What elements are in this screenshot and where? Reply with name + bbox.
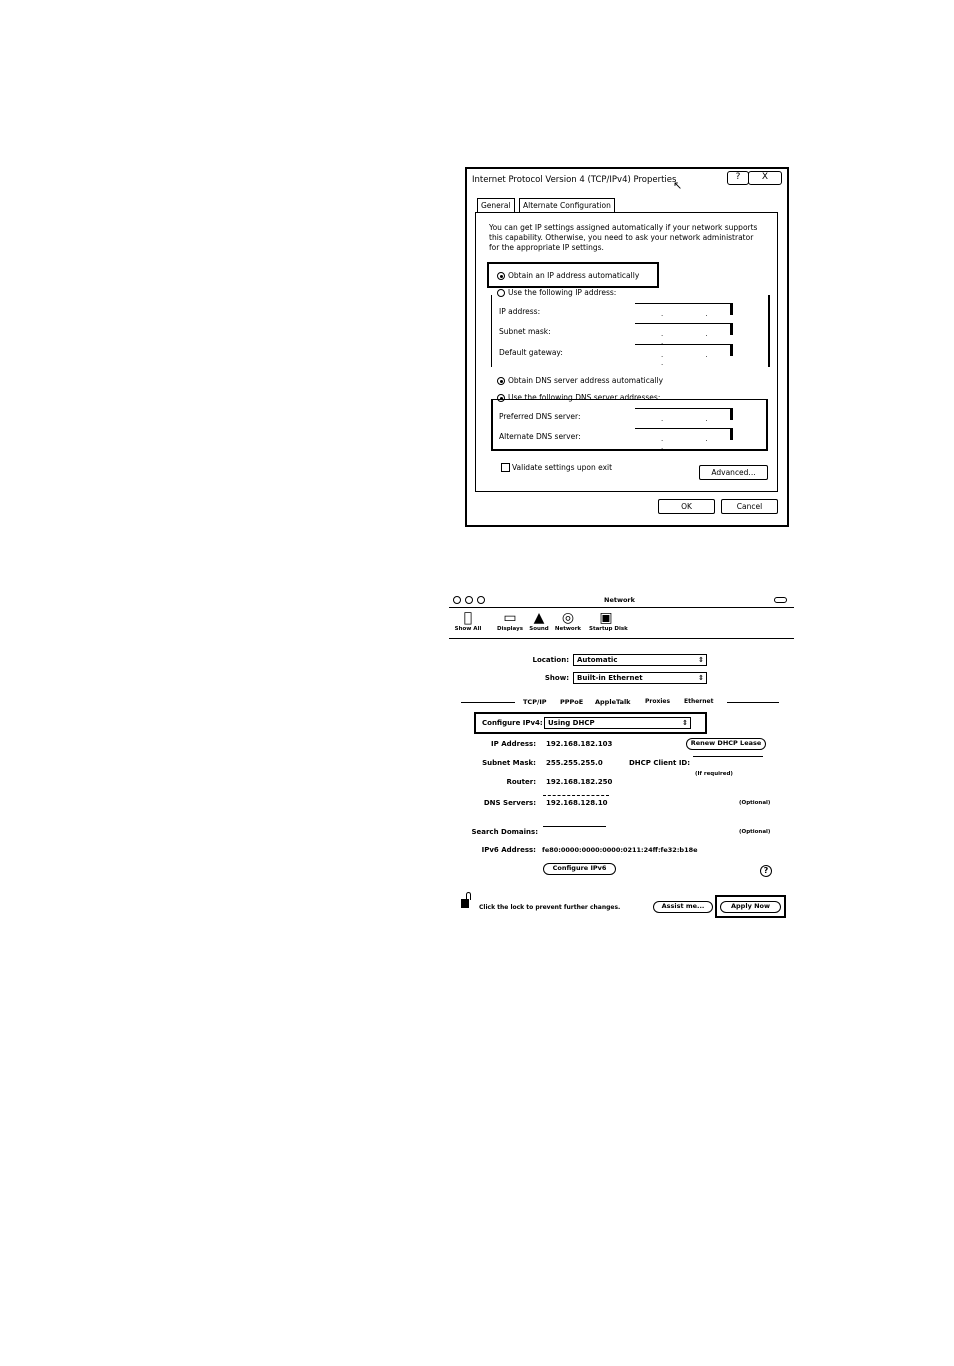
- description-line-1: You can get IP settings assigned automatically if your network supports: [489, 223, 758, 232]
- subnet-mask-label: Subnet Mask:: [482, 759, 536, 767]
- mac-network-preferences: [449, 590, 794, 930]
- tab-general[interactable]: General: [477, 198, 515, 212]
- show-label: Show:: [544, 674, 569, 682]
- obtain-ip-auto-label: Obtain an IP address automatically: [508, 271, 640, 280]
- search-optional-hint: (Optional): [739, 829, 771, 835]
- stepper-arrows-icon: ⇕: [698, 656, 704, 664]
- default-gateway-label: Default gateway:: [499, 348, 563, 357]
- stepper-arrows-icon: ⇕: [698, 674, 704, 682]
- tab-ethernet[interactable]: Ethernet: [684, 698, 714, 705]
- toolbar-startup-disk[interactable]: [589, 610, 628, 632]
- configure-ipv6-button[interactable]: Configure IPv6: [543, 863, 616, 875]
- show-all-label: Show All: [454, 610, 482, 616]
- show-value: Built-in Ethernet: [577, 674, 643, 682]
- apply-now-button[interactable]: Apply Now: [720, 901, 781, 913]
- apple-icon: [451, 610, 485, 626]
- subnet-mask-field[interactable]: . . .: [635, 323, 733, 335]
- zoom-window-icon[interactable]: [477, 596, 485, 604]
- configure-ipv4-select[interactable]: [544, 717, 691, 729]
- preferred-dns-field[interactable]: . . .: [635, 408, 733, 420]
- close-button[interactable]: X: [748, 171, 782, 185]
- configure-ipv4-value: Using DHCP: [548, 719, 595, 727]
- router-label: Router:: [506, 778, 536, 786]
- display-icon: ▭: [503, 610, 517, 626]
- startup-disk-icon: ▣: [599, 610, 613, 626]
- speaker-icon: ▲: [533, 610, 545, 626]
- tab-pppoe[interactable]: PPPoE: [560, 698, 584, 706]
- toolbar-toggle-icon[interactable]: [774, 597, 787, 603]
- obtain-dns-auto-label: Obtain DNS server address automatically: [508, 376, 664, 385]
- close-window-icon[interactable]: [453, 596, 461, 604]
- dns-servers-value: 192.168.128.10: [546, 799, 608, 807]
- toolbar-network[interactable]: [551, 610, 585, 632]
- ipv6-address-value: fe80:0000:0000:0000:0211:24ff:fe32:b18e: [542, 846, 698, 854]
- assist-me-button[interactable]: Assist me...: [653, 901, 713, 913]
- dhcp-client-id-field[interactable]: [693, 756, 763, 757]
- tab-proxies[interactable]: Proxies: [645, 698, 671, 705]
- lock-hint-text: Click the lock to prevent further changes.: [479, 904, 621, 911]
- dns-servers-field[interactable]: [543, 795, 609, 796]
- use-following-ip-label: Use the following IP address:: [508, 288, 617, 297]
- location-value: Automatic: [577, 656, 618, 664]
- window-title: Network: [604, 596, 635, 604]
- use-following-dns-label: Use the following DNS server addresses:: [508, 393, 661, 402]
- lock-shackle-icon: [466, 892, 471, 900]
- mouse-cursor-icon: ↖: [673, 179, 683, 192]
- ip-address-label: IP Address:: [491, 740, 536, 748]
- subnet-mask-label: Subnet mask:: [499, 327, 551, 336]
- description-line-2: this capability. Otherwise, you need to ask your network administrator: [489, 233, 754, 242]
- if-required-hint: (If required): [695, 771, 733, 777]
- cancel-button[interactable]: Cancel: [721, 499, 778, 514]
- ip-address-value: 192.168.182.103: [546, 740, 613, 748]
- description-line-3: for the appropriate IP settings.: [489, 243, 604, 252]
- validate-label: Validate settings upon exit: [512, 463, 613, 472]
- ip-address-label: IP address:: [499, 307, 541, 316]
- router-value: 192.168.182.250: [546, 778, 613, 786]
- displays-label: Displays: [497, 626, 523, 632]
- tab-alternate-configuration[interactable]: Alternate Configuration: [519, 198, 615, 212]
- location-label: Location:: [532, 656, 569, 664]
- alternate-dns-field[interactable]: . . .: [635, 428, 733, 440]
- help-icon[interactable]: ?: [760, 865, 772, 877]
- obtain-dns-auto-radio[interactable]: [497, 377, 505, 385]
- search-domains-label: Search Domains:: [471, 828, 538, 836]
- stepper-arrows-icon: ⇕: [682, 719, 688, 727]
- dhcp-client-id-label: DHCP Client ID:: [629, 759, 691, 767]
- network-label: Network: [554, 626, 582, 632]
- search-domains-field[interactable]: [543, 826, 606, 827]
- show-select[interactable]: [573, 672, 707, 684]
- renew-dhcp-button[interactable]: Renew DHCP Lease: [686, 738, 766, 750]
- tcpip-properties-dialog: [465, 167, 789, 527]
- advanced-button[interactable]: Advanced...: [699, 465, 768, 480]
- sound-label: Sound: [529, 626, 549, 632]
- help-button[interactable]: ?: [727, 171, 749, 185]
- ipv6-address-label: IPv6 Address:: [481, 846, 536, 854]
- network-globe-icon: ◎: [561, 610, 575, 626]
- dns-optional-hint: (Optional): [739, 800, 771, 806]
- lock-icon[interactable]: [461, 899, 469, 908]
- toolbar-divider: [449, 638, 794, 639]
- titlebar-divider: [449, 607, 794, 608]
- dialog-title: Internet Protocol Version 4 (TCP/IPv4) Properties: [472, 175, 677, 185]
- obtain-ip-auto-radio[interactable]: [497, 272, 505, 280]
- general-tab-panel: [475, 212, 778, 492]
- tab-tcpip[interactable]: TCP/IP: [523, 698, 547, 706]
- ip-address-field[interactable]: . . .: [635, 303, 733, 315]
- dns-servers-label: DNS Servers:: [483, 799, 536, 807]
- ok-button[interactable]: OK: [658, 499, 715, 514]
- alternate-dns-label: Alternate DNS server:: [499, 432, 581, 441]
- subnet-mask-value: 255.255.255.0: [546, 759, 603, 767]
- startup-disk-label: Startup Disk: [589, 626, 628, 632]
- tab-appletalk[interactable]: AppleTalk: [595, 698, 631, 706]
- toolbar-show-all[interactable]: [451, 610, 485, 632]
- minimize-window-icon[interactable]: [465, 596, 473, 604]
- location-select[interactable]: [573, 654, 707, 666]
- preferred-dns-label: Preferred DNS server:: [499, 412, 581, 421]
- default-gateway-field[interactable]: . . .: [635, 344, 733, 356]
- validate-checkbox[interactable]: [501, 463, 510, 472]
- configure-ipv4-label: Configure IPv4:: [482, 719, 543, 727]
